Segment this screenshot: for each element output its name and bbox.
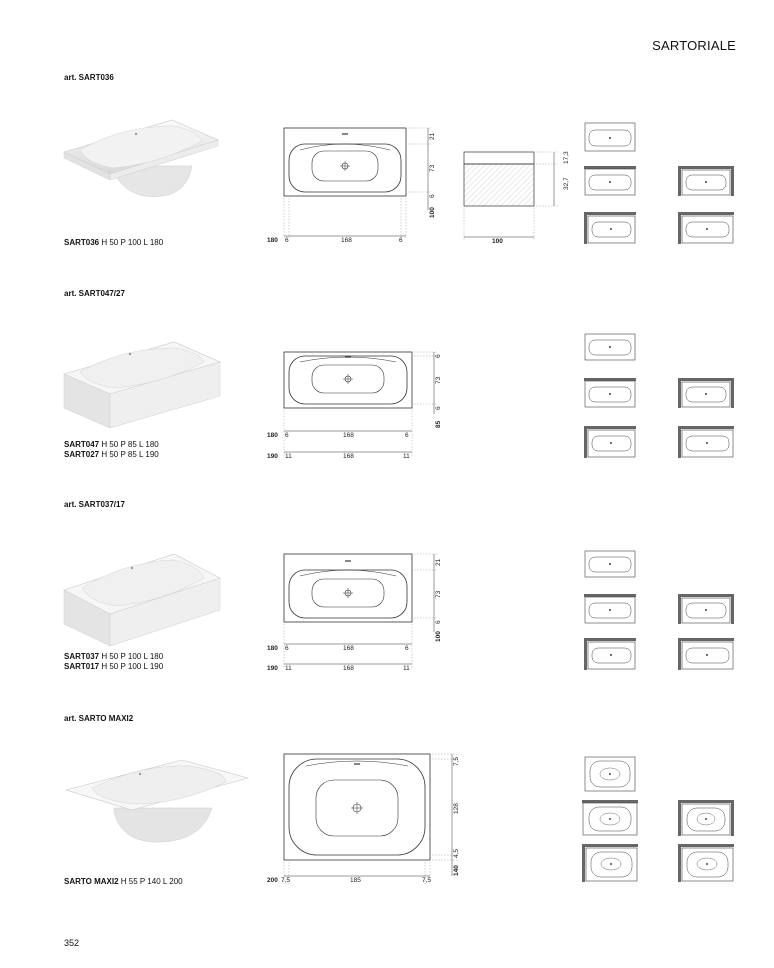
product-render bbox=[62, 326, 222, 430]
installation-freestanding bbox=[584, 333, 636, 361]
dim-section-width: 100 bbox=[492, 238, 503, 245]
installation-wall-back bbox=[584, 594, 636, 624]
installation-niche-right bbox=[678, 212, 734, 244]
model-code: SART037 bbox=[64, 652, 100, 661]
model-dimensions: H 50 P 100 L 180 bbox=[101, 652, 164, 661]
section-article-label: art. SART036 bbox=[64, 73, 114, 82]
dim-total-depth: 85 bbox=[435, 420, 442, 428]
dim-total-depth: 100 bbox=[429, 207, 436, 218]
installation-niche-right bbox=[678, 844, 734, 882]
installation-corner-right bbox=[678, 378, 734, 408]
dim-top: 6 bbox=[435, 354, 442, 358]
dim-basin: 128 bbox=[453, 803, 460, 814]
dim-left: 6 bbox=[285, 237, 289, 244]
dim-total-depth: 100 bbox=[435, 631, 442, 642]
dim-bottom: 6 bbox=[435, 620, 442, 624]
installation-freestanding bbox=[584, 122, 636, 152]
installation-corner-right bbox=[678, 594, 734, 624]
dim-left: 6 bbox=[285, 645, 289, 652]
dim-total-width: 190 bbox=[267, 665, 278, 672]
model-spec bbox=[64, 652, 163, 672]
model-code: SARTO MAXI2 bbox=[64, 877, 119, 886]
dim-total-depth: 140 bbox=[453, 865, 460, 876]
model-dimensions: H 50 P 100 L 180 bbox=[101, 238, 164, 247]
model-spec bbox=[64, 238, 163, 248]
plan-drawing bbox=[262, 548, 462, 676]
dim-total-width: 180 bbox=[267, 432, 278, 439]
dim-middle: 168 bbox=[343, 432, 354, 439]
installation-wall-back bbox=[582, 800, 638, 836]
product-render bbox=[62, 540, 222, 648]
dim-left: 11 bbox=[285, 665, 292, 672]
installation-freestanding bbox=[584, 756, 636, 792]
brand-title: SARTORIALE bbox=[652, 38, 736, 53]
dim-right: 6 bbox=[399, 237, 403, 244]
installation-wall-back bbox=[584, 378, 636, 408]
dim-middle: 168 bbox=[343, 453, 354, 460]
installation-niche-left bbox=[582, 844, 638, 882]
model-dimensions: H 50 P 85 L 190 bbox=[101, 450, 159, 459]
product-render bbox=[62, 752, 252, 847]
model-spec bbox=[64, 440, 159, 460]
installation-niche-right bbox=[678, 638, 734, 670]
page-number: 352 bbox=[64, 938, 80, 948]
dim-top: 21 bbox=[429, 132, 436, 140]
installation-freestanding bbox=[584, 550, 636, 578]
dim-left: 6 bbox=[285, 432, 289, 439]
model-code: SART027 bbox=[64, 450, 100, 459]
model-dimensions: H 50 P 100 L 190 bbox=[101, 662, 164, 671]
section-article-label: art. SART037/17 bbox=[64, 500, 125, 509]
installation-niche-left bbox=[584, 638, 636, 670]
section-drawing bbox=[462, 148, 582, 248]
model-code: SART036 bbox=[64, 238, 100, 247]
installation-corner-right bbox=[678, 800, 734, 836]
dim-bottom: 4,5 bbox=[453, 848, 460, 858]
dim-middle: 168 bbox=[341, 237, 352, 244]
installation-wall-back bbox=[584, 166, 636, 196]
installation-niche-right bbox=[678, 426, 734, 458]
dim-total-width: 180 bbox=[267, 645, 278, 652]
dim-top: 7,5 bbox=[453, 756, 460, 766]
dim-left: 7,5 bbox=[281, 877, 291, 884]
installation-niche-left bbox=[584, 426, 636, 458]
dim-total-width: 190 bbox=[267, 453, 278, 460]
section-article-label: art. SARTO MAXI2 bbox=[64, 714, 134, 723]
dim-total-width: 180 bbox=[267, 237, 278, 244]
dim-left: 11 bbox=[285, 453, 292, 460]
plan-drawing bbox=[262, 120, 462, 250]
model-spec bbox=[64, 877, 183, 887]
dim-middle: 168 bbox=[343, 665, 354, 672]
dim-section-top: 17,3 bbox=[563, 151, 570, 164]
dim-right: 7,5 bbox=[422, 877, 432, 884]
dim-right: 11 bbox=[403, 453, 410, 460]
dim-bottom: 6 bbox=[429, 194, 436, 198]
dim-section-body: 32,7 bbox=[563, 177, 570, 190]
model-dimensions: H 50 P 85 L 180 bbox=[101, 440, 159, 449]
product-render bbox=[62, 108, 222, 203]
dim-top: 21 bbox=[435, 558, 442, 566]
dim-right: 6 bbox=[405, 432, 409, 439]
dim-bottom: 6 bbox=[435, 406, 442, 410]
model-dimensions: H 55 P 140 L 200 bbox=[120, 877, 183, 886]
dim-middle: 185 bbox=[350, 877, 361, 884]
dim-total-width: 200 bbox=[267, 877, 278, 884]
dim-right: 6 bbox=[405, 645, 409, 652]
dim-basin: 73 bbox=[435, 590, 442, 598]
installation-corner-right bbox=[678, 166, 734, 196]
dim-basin: 73 bbox=[435, 376, 442, 384]
section-article-label: art. SART047/27 bbox=[64, 289, 125, 298]
plan-drawing bbox=[262, 344, 462, 464]
plan-drawing bbox=[262, 752, 472, 892]
installation-niche-left bbox=[584, 212, 636, 244]
dim-basin: 73 bbox=[429, 164, 436, 172]
dim-middle: 168 bbox=[343, 645, 354, 652]
dim-right: 11 bbox=[403, 665, 410, 672]
model-code: SART047 bbox=[64, 440, 100, 449]
model-code: SART017 bbox=[64, 662, 100, 671]
